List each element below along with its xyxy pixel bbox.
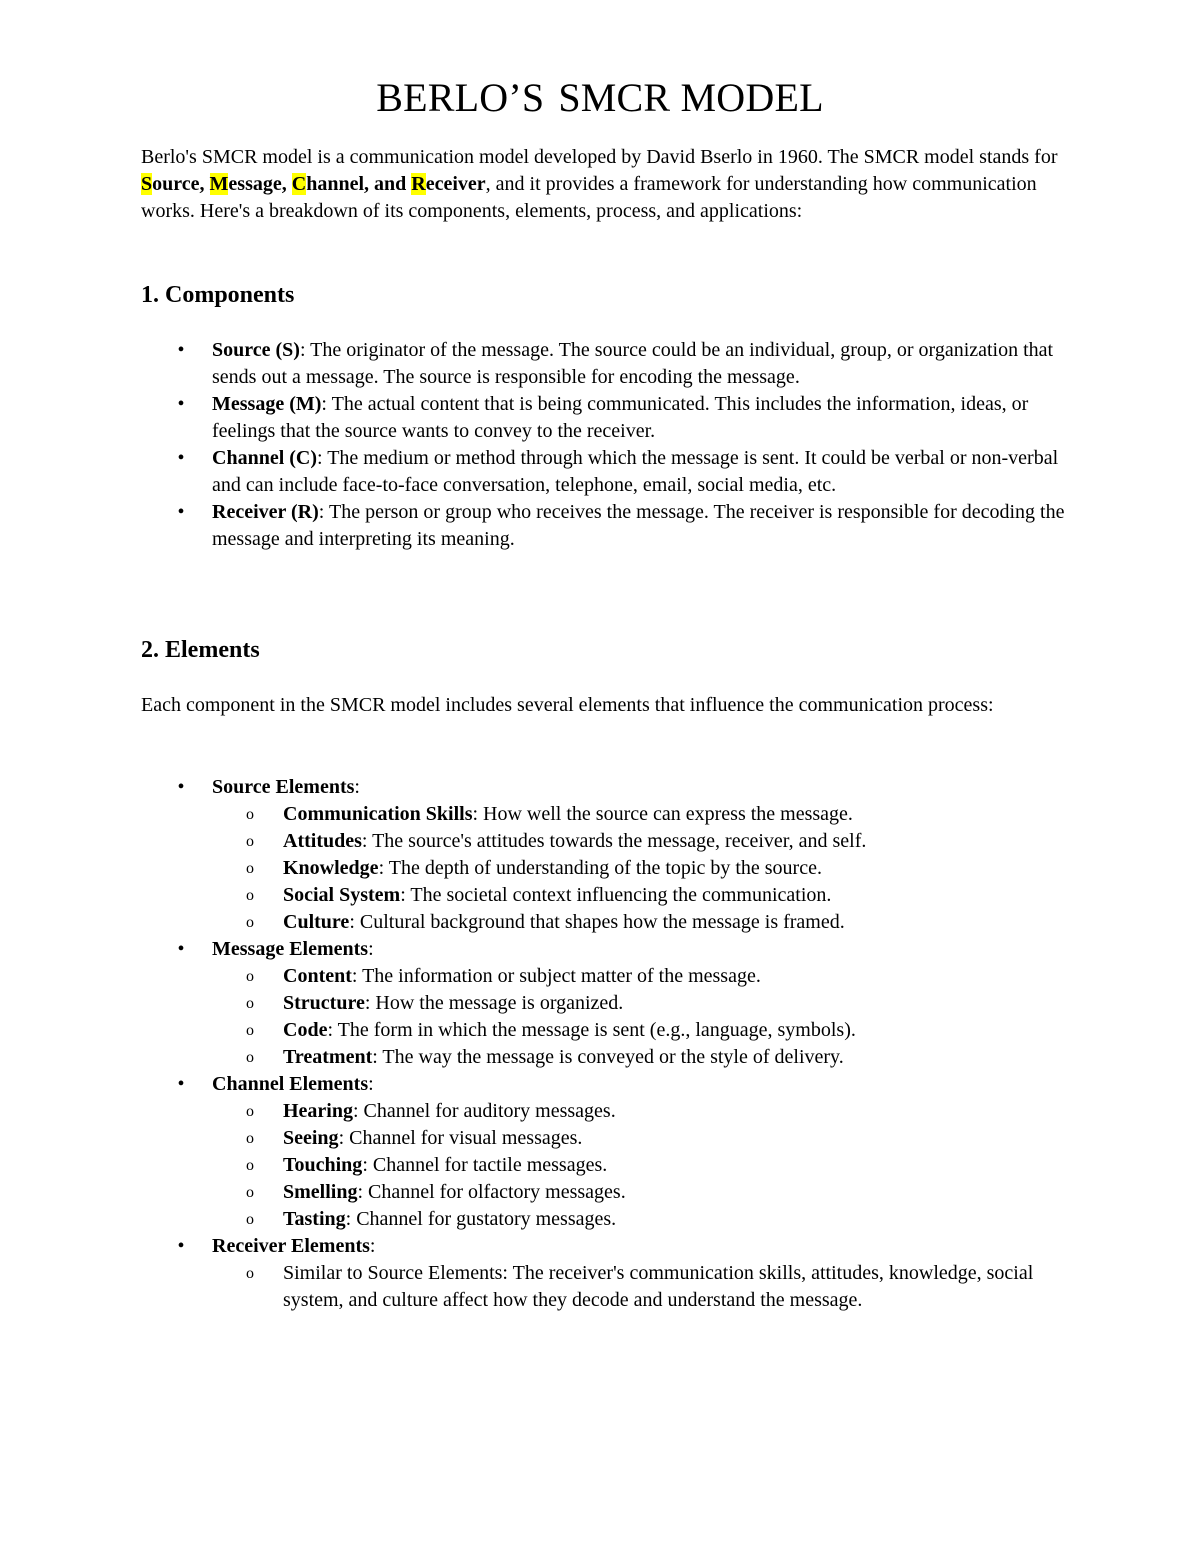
item-term: Communication Skills <box>283 803 473 825</box>
group-term: Message Elements <box>212 938 369 960</box>
bullet-icon: • <box>177 1073 185 1095</box>
item-term: Receiver (R) <box>212 501 319 523</box>
item-term: Source (S) <box>212 339 300 361</box>
sub-list-item <box>212 1260 1071 1314</box>
intro-m-rest: essage, <box>228 173 292 195</box>
sub-list-item <box>212 855 1071 882</box>
item-text: : Channel for visual messages. <box>338 1127 583 1149</box>
list-item <box>141 1071 1071 1233</box>
item-text: : The source's attitudes towards the message, receiver, and self. <box>361 830 867 852</box>
bullet-icon: • <box>177 447 185 469</box>
item-term: Smelling <box>283 1181 358 1203</box>
item-text: : How the message is organized. <box>364 992 624 1014</box>
intro-r-rest: eceiver <box>425 173 486 195</box>
sub-bullet-icon: o <box>246 1157 254 1174</box>
item-text: : Channel for olfactory messages. <box>357 1181 626 1203</box>
item-text: : The actual content that is being communicated. This includes the information, ideas, or feelings that the source wants to convey to the receiver. <box>212 393 1029 442</box>
bullet-icon: • <box>177 1235 185 1257</box>
sub-bullet-icon: o <box>246 1211 254 1228</box>
highlight-c: C <box>291 173 307 195</box>
item-term: Message (M) <box>212 393 322 415</box>
item-text: : How well the source can express the message. <box>472 803 853 825</box>
group-suffix: : <box>354 776 360 798</box>
group-term: Receiver Elements <box>212 1235 370 1257</box>
group-term: Source Elements <box>212 776 355 798</box>
sub-bullet-icon: o <box>246 1265 254 1282</box>
item-text: Similar to Source Elements: The receiver's communication skills, attitudes, knowledge, social system, and culture affect how they decode and understand the message. <box>283 1262 1034 1311</box>
elements-list <box>141 774 1071 1314</box>
item-term: Culture <box>283 911 350 933</box>
sub-list <box>212 1098 1071 1233</box>
intro-c-rest: hannel, and <box>306 173 412 195</box>
item-term: Treatment <box>283 1046 373 1068</box>
item-term: Knowledge <box>283 857 379 879</box>
sub-bullet-icon: o <box>246 833 254 850</box>
item-text: : The person or group who receives the message. The receiver is responsible for decoding the message and interpreting its meaning. <box>212 501 1065 550</box>
item-text: : The originator of the message. The source could be an individual, group, or organization that sends out a message. The source is responsible for encoding the message. <box>212 339 1054 388</box>
sub-bullet-icon: o <box>246 968 254 985</box>
sub-bullet-icon: o <box>246 1049 254 1066</box>
item-term: Structure <box>283 992 365 1014</box>
sub-list-item <box>212 882 1071 909</box>
title-part-2: SMCR MODEL <box>558 75 824 120</box>
list-item <box>141 774 1071 936</box>
item-term: Channel (C) <box>212 447 318 469</box>
group-suffix: : <box>368 1073 374 1095</box>
sub-bullet-icon: o <box>246 1022 254 1039</box>
sub-list-item <box>212 1044 1071 1071</box>
sub-bullet-icon: o <box>246 1184 254 1201</box>
item-text: : The form in which the message is sent (e.g., language, symbols). <box>327 1019 856 1041</box>
sub-list-item <box>212 1206 1071 1233</box>
item-term: Seeing <box>283 1127 339 1149</box>
document-title <box>0 72 1200 124</box>
item-term: Code <box>283 1019 328 1041</box>
bullet-icon: • <box>177 393 185 415</box>
item-text: : The medium or method through which the message is sent. It could be verbal or non-verbal and can include face-to-face conversation, telephone, email, social media, etc. <box>212 447 1059 496</box>
sub-list-item <box>212 963 1071 990</box>
item-term: Hearing <box>283 1100 353 1122</box>
sub-bullet-icon: o <box>246 995 254 1012</box>
highlight-m: M <box>209 173 229 195</box>
item-text: : Cultural background that shapes how the message is framed. <box>349 911 845 933</box>
intro-s-rest: ource, <box>152 173 210 195</box>
item-text: : Channel for auditory messages. <box>353 1100 616 1122</box>
highlight-s: S <box>141 173 153 195</box>
sub-list-item <box>212 1125 1071 1152</box>
sub-list <box>212 963 1071 1071</box>
list-item <box>141 936 1071 1071</box>
components-list <box>141 337 1071 553</box>
list-item <box>141 499 1071 553</box>
list-item <box>141 391 1071 445</box>
sub-list-item <box>212 990 1071 1017</box>
bullet-icon: • <box>177 776 185 798</box>
group-term: Channel Elements <box>212 1073 369 1095</box>
sub-list <box>212 1260 1071 1314</box>
list-item <box>141 337 1071 391</box>
elements-intro-paragraph: Each component in the SMCR model includes several elements that influence the communication process: <box>141 694 994 716</box>
sub-list-item <box>212 1152 1071 1179</box>
item-text: : The societal context influencing the communication. <box>400 884 832 906</box>
sub-list-item <box>212 801 1071 828</box>
sub-bullet-icon: o <box>246 806 254 823</box>
group-suffix: : <box>369 1235 376 1257</box>
sub-list-item <box>212 1179 1071 1206</box>
sub-bullet-icon: o <box>246 1103 254 1120</box>
item-term: Content <box>283 965 352 987</box>
item-text: : The information or subject matter of the message. <box>351 965 761 987</box>
sub-list <box>212 801 1071 936</box>
title-part-1: BERLO’S <box>376 75 545 120</box>
item-term: Attitudes <box>283 830 362 852</box>
sub-list-item <box>212 828 1071 855</box>
item-text: : Channel for tactile messages. <box>362 1154 608 1176</box>
highlight-r: R <box>411 173 426 195</box>
item-text: : Channel for gustatory messages. <box>345 1208 617 1230</box>
sub-bullet-icon: o <box>246 887 254 904</box>
bullet-icon: • <box>177 501 185 523</box>
sub-list-item <box>212 909 1071 936</box>
item-text: : The way the message is conveyed or the style of delivery. <box>372 1046 844 1068</box>
intro-before: Berlo's SMCR model is a communication model developed by David Bserlo in 1960. The SMCR model stands for <box>141 146 1058 168</box>
intro-paragraph <box>141 144 1071 225</box>
item-term: Tasting <box>283 1208 346 1230</box>
bullet-icon: • <box>177 938 185 960</box>
components-heading: 1. Components <box>141 282 295 308</box>
sub-list-item <box>212 1017 1071 1044</box>
elements-heading: 2. Elements <box>141 637 260 663</box>
item-term: Social System <box>283 884 401 906</box>
list-item <box>141 1233 1071 1314</box>
sub-bullet-icon: o <box>246 860 254 877</box>
sub-bullet-icon: o <box>246 914 254 931</box>
group-suffix: : <box>368 938 374 960</box>
sub-list-item <box>212 1098 1071 1125</box>
intro-after: , and it provides a framework for understanding how communication works. Here's a breakdown of its components, elements, process, and applications: <box>141 173 1037 222</box>
list-item <box>141 445 1071 499</box>
bullet-icon: • <box>177 339 185 361</box>
item-text: : The depth of understanding of the topic by the source. <box>378 857 822 879</box>
sub-bullet-icon: o <box>246 1130 254 1147</box>
item-term: Touching <box>283 1154 363 1176</box>
